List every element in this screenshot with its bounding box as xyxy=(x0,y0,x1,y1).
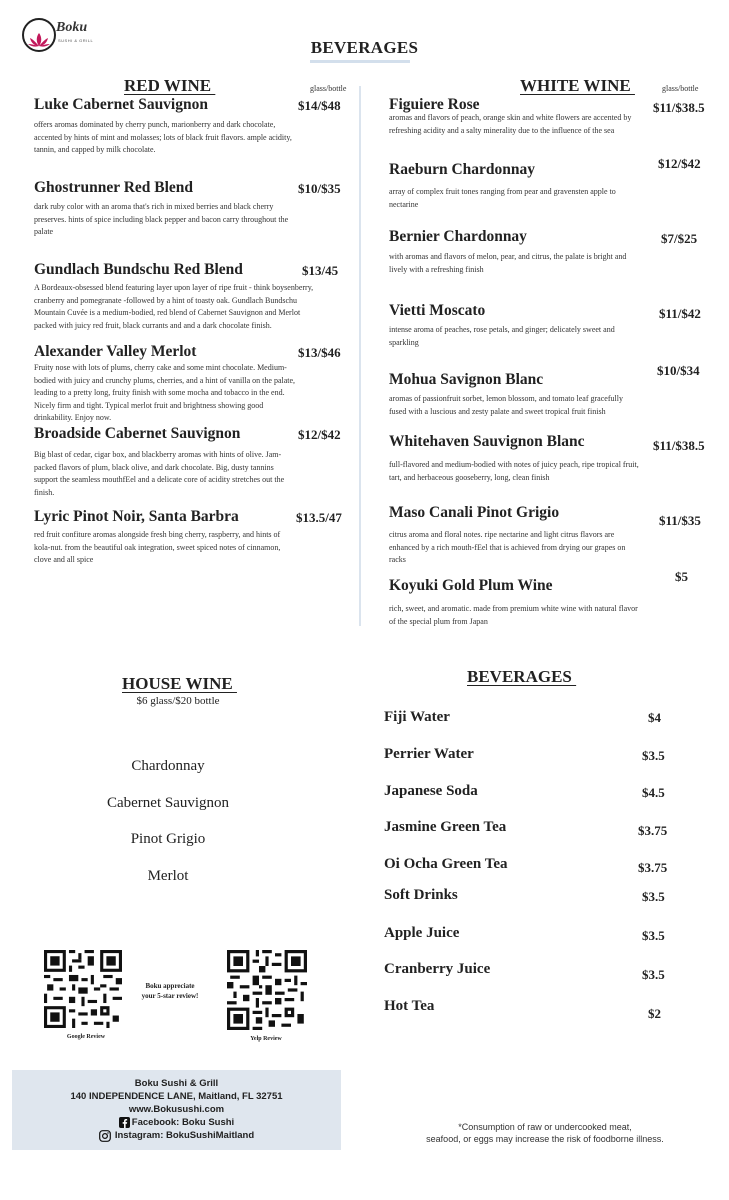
review-message-line: Boku appreciate xyxy=(145,982,195,990)
wine-name: Mohua Savignon Blanc xyxy=(389,371,544,388)
house-wine-item: Pinot Grigio xyxy=(130,831,206,847)
beverage-price: $2 xyxy=(648,1006,661,1021)
wine-price: $13/$46 xyxy=(298,345,341,360)
wine-price: $11/$35 xyxy=(659,513,701,528)
beverage-name: Hot Tea xyxy=(384,998,435,1014)
beverage-name: Jasmine Green Tea xyxy=(384,819,507,835)
wine-name: Luke Cabernet Sauvignon xyxy=(34,96,208,113)
wine-price: $14/$48 xyxy=(298,98,341,113)
wine-description: intense aroma of peaches, rose petals, and ginger; delicately sweet and sparkling xyxy=(389,325,615,347)
google-review-qr-code[interactable] xyxy=(44,950,122,1028)
instagram-icon xyxy=(99,1130,111,1142)
beverage-price: $3.5 xyxy=(642,967,665,982)
review-message-line: your 5-star review! xyxy=(141,992,199,1000)
title-underline xyxy=(310,60,410,63)
disclaimer-line: seafood, or eggs may increase the risk of foodborne illness. xyxy=(426,1134,664,1144)
wine-price: $11/$42 xyxy=(659,306,701,321)
wine-name: Lyric Pinot Noir, Santa Barbra xyxy=(34,508,239,525)
wine-name: Ghostrunner Red Blend xyxy=(34,179,194,196)
wine-name: Figuiere Rose xyxy=(389,96,480,113)
wine-price: $13.5/47 xyxy=(296,510,342,525)
beverage-price: $3.5 xyxy=(642,889,665,904)
red-wine-heading: RED WINE xyxy=(124,76,216,95)
wine-description: Fruity nose with lots of plums, cherry cake and some mint chocolate. Medium-bodied with juicy and crunchy plums, cherries, and a hint of vanilla on the palate, leading to a pretty long, fruity finish with some mocha and tobacco in the end. Nicely firm and tight. Typical merlot fruit and brightness showing good drinkability. Enjoy now. xyxy=(34,363,296,422)
facebook-text: Facebook: Boku Sushi xyxy=(131,1117,235,1128)
beverage-price: $3.5 xyxy=(642,748,665,763)
beverage-name: Japanese Soda xyxy=(384,783,478,799)
website-link[interactable]: www.Bokusushi.com xyxy=(128,1104,225,1115)
beverage-name: Apple Juice xyxy=(384,925,460,941)
wine-description: dark ruby color with an aroma that's rich in mixed berries and black cherry preserves. hints of spice including black pepper and bacon carry throughout the palate xyxy=(34,202,289,236)
house-wine-heading: HOUSE WINE xyxy=(122,674,237,693)
beverage-name: Oi Ocha Green Tea xyxy=(384,856,508,872)
house-wine-price: $6 glass/$20 bottle xyxy=(136,695,220,707)
beverage-name: Cranberry Juice xyxy=(384,961,491,977)
yelp-review-qr-code[interactable] xyxy=(227,950,307,1030)
wine-name: Maso Canali Pinot Grigio xyxy=(389,504,560,521)
contact-box xyxy=(12,1070,341,1150)
wine-description: with aromas and flavors of melon, pear, and citrus, the palate is bright and lively with a refreshing finish xyxy=(389,252,627,274)
beverage-name: Perrier Water xyxy=(384,746,474,762)
white-wine-heading: WHITE WINE xyxy=(520,76,635,95)
logo-name: Boku xyxy=(56,20,88,35)
wine-description: offers aromas dominated by cherry punch, marionberry and dark chocolate, accented by hints of mint and molasses; lots of black fruit flavors. ample acidity, tannin, and capped by milk chocolate. xyxy=(34,120,292,154)
wine-description: array of complex fruit tones ranging from pear and gravensten apple to nectarine xyxy=(389,187,616,209)
wine-price: $10/$34 xyxy=(657,363,700,378)
wine-description: rich, sweet, and aromatic. made from premium white wine with natural flavor of the special plum from Japan xyxy=(389,604,638,626)
house-wine-item: Cabernet Sauvignon xyxy=(106,795,230,811)
wine-description: full-flavored and medium-bodied with notes of juicy peach, ripe tropical fruit, tart, and herbaceous gooseberry, long, clean finish xyxy=(389,460,639,482)
house-wine-item: Merlot xyxy=(147,868,189,884)
beverage-price: $3.75 xyxy=(638,823,668,838)
yelp-review-label: Yelp Review xyxy=(250,1036,282,1042)
wine-price: $11/$38.5 xyxy=(653,100,705,115)
wine-description: red fruit confiture aromas alongside fresh bing cherry, raspberry, and hints of kola-nut. from the beautiful oak integration, sweet spiced notes of cinnamon, clove and all spice xyxy=(34,530,281,564)
wine-price: $12/$42 xyxy=(658,156,701,171)
google-review-label: Google Review xyxy=(66,1034,106,1040)
wine-description: citrus aroma and floral notes. ripe nectarine and light citrus flavors are enhanced by a rich mouth-fEel that is achieved from drying our grapes on racks xyxy=(389,530,626,564)
restaurant-name: Boku Sushi & Grill xyxy=(134,1078,219,1089)
review-message xyxy=(130,981,210,1001)
wine-price: $12/$42 xyxy=(298,427,341,442)
wine-description: aromas and flavors of peach, orange skin and white flowers are accented by refreshing acidity and a salty minerality due to the influence of the sea xyxy=(389,113,632,135)
wine-price: $7/$25 xyxy=(661,231,698,246)
wine-name: Bernier Chardonnay xyxy=(389,228,527,245)
wine-name: Vietti Moscato xyxy=(389,302,486,319)
wine-name: Raeburn Chardonnay xyxy=(389,161,535,178)
wine-description: Big blast of cedar, cigar box, and blackberry aromas with hints of olive. Jam-packed flavors of plum, black olive, and dark chocolate. Big, dusty tannins support the seamless mouthfEel and a delicate core of acidity stretches out the finish. xyxy=(34,450,285,497)
facebook-row[interactable] xyxy=(12,1116,341,1129)
beverage-price: $3.75 xyxy=(638,860,668,875)
wine-price: $5 xyxy=(675,569,688,584)
logo-subtitle: SUSHI & GRILL xyxy=(58,38,94,43)
beverage-price: $4 xyxy=(648,710,661,725)
wine-name: Koyuki Gold Plum Wine xyxy=(389,577,553,594)
white-wine-price-note: glass/bottle xyxy=(662,84,699,93)
facebook-icon xyxy=(119,1117,130,1128)
wine-description: A Bordeaux-obsessed blend featuring layer upon layer of ripe fruit - think boysenberry, cranberry and pomegranate -followed by a hint of toasty oak. Gundlach Bundschu Mountain Cuvée is a medium-bodied, red blend of Cabernet Sauvignon and Merlot packed with juicy red fruit, black currants and and a dark chocolate finish. xyxy=(34,283,314,330)
red-wine-price-note: glass/bottle xyxy=(310,84,347,93)
wine-name: Whitehaven Sauvignon Blanc xyxy=(389,433,585,450)
restaurant-address: 140 INDEPENDENCE LANE, Maitland, FL 32751 xyxy=(70,1091,283,1102)
disclaimer-line: *Consumption of raw or undercooked meat, xyxy=(458,1122,632,1132)
wine-price: $10/$35 xyxy=(298,181,341,196)
page-title: BEVERAGES xyxy=(310,38,419,57)
wine-name: Gundlach Bundschu Red Blend xyxy=(34,261,243,278)
instagram-text: Instagram: BokuSushiMaitland xyxy=(114,1130,255,1141)
wine-price: $11/$38.5 xyxy=(653,438,705,453)
column-divider xyxy=(359,86,361,626)
beverage-price: $4.5 xyxy=(642,785,665,800)
wine-name: Alexander Valley Merlot xyxy=(34,343,197,360)
instagram-row[interactable] xyxy=(12,1129,341,1142)
wine-description: aromas of passionfruit sorbet, lemon blossom, and tomato leaf gracefully fused with a luscious and zesty palate and sweet tropical fruit finish xyxy=(389,394,623,416)
food-safety-disclaimer xyxy=(400,1121,690,1145)
beverage-price: $3.5 xyxy=(642,928,665,943)
house-wine-item: Chardonnay xyxy=(131,758,205,774)
wine-price: $13/45 xyxy=(302,263,339,278)
beverage-name: Soft Drinks xyxy=(384,887,458,903)
beverage-name: Fiji Water xyxy=(384,709,450,725)
beverages-heading: BEVERAGES xyxy=(467,667,577,686)
wine-name: Broadside Cabernet Sauvignon xyxy=(34,425,241,442)
